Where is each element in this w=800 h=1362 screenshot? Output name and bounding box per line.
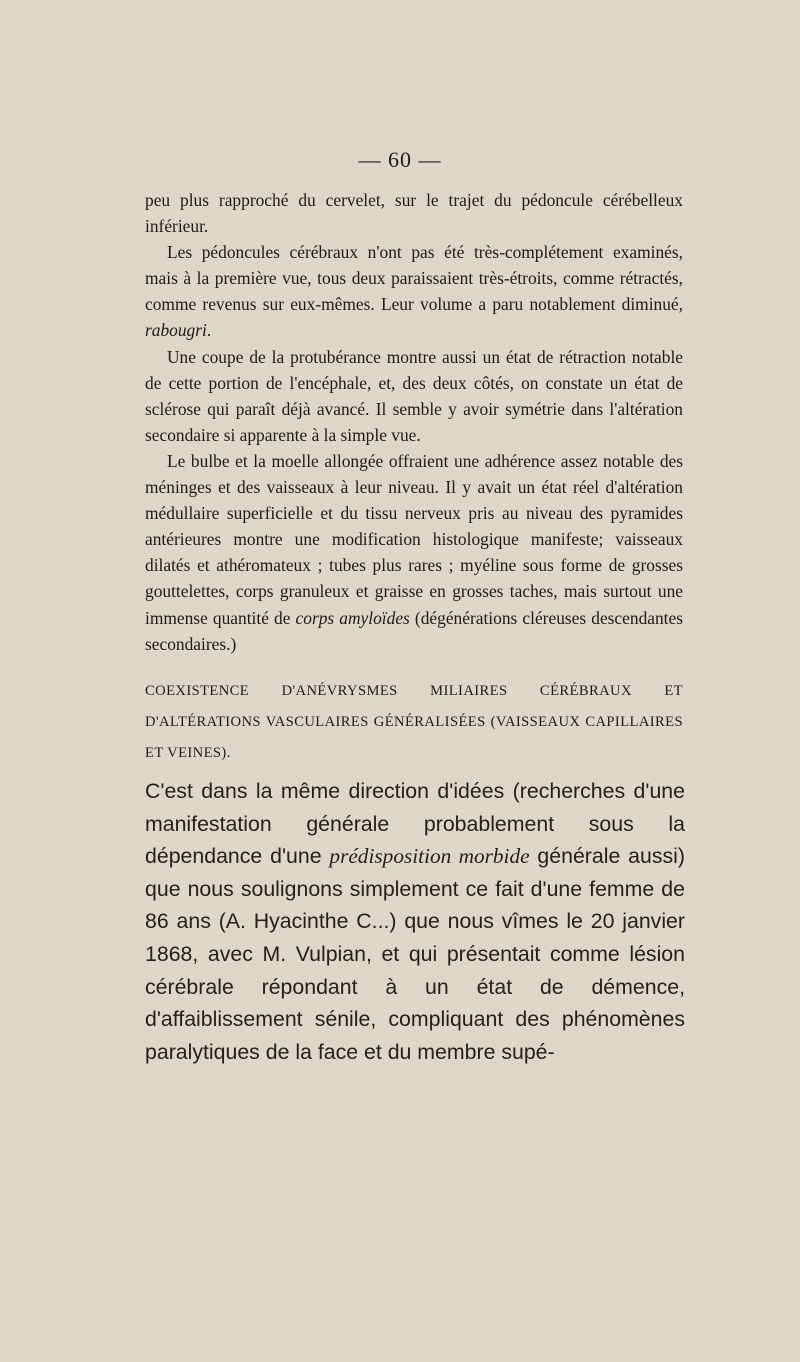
paragraph-1 [145,187,683,239]
paragraph-1-text: peu plus rapproché du cervelet, sur le trajet du pédoncule cérébelleux inférieur. [145,190,683,237]
body-text-large [145,775,685,1068]
paragraph-5 [145,775,685,1068]
page-number: — 60 — [358,147,442,172]
section-heading: COEXISTENCE D'ANÉVRYSMES MILIAIRES CÉRÉBRAUX ET D'ALTÉRATIONS VASCULAIRES GÉNÉRALISÉES (VAISSEAUX CAPILLAIRES ET VEINES). [145,683,683,761]
paragraph-5-italic: prédisposition morbide [329,844,530,869]
paragraph-2-text: Les pédoncules cérébraux n'ont pas été très-complétement examinés, mais à la première vue, tous deux paraissaient très-étroits, comme rétractés, comme revenus sur eux-mêmes. Leur volume a paru notablement diminué, [145,242,683,315]
paragraph-2-after: . [206,320,212,341]
paragraph-4-italic: corps amyloïdes [295,607,410,628]
paragraph-5-text: C'est dans la même direction d'idées (recherches d'une manifestation générale probablement sous la dépendance d'une [145,779,685,869]
paragraph-4-after: (dégénérations cléreuses descendantes secondaires.) [145,607,683,654]
paragraph-3-text: Une coupe de la protubérance montre aussi un état de rétraction notable de cette portion de l'encéphale, et, des deux côtés, on constate un état de sclérose qui paraît déjà avancé. Il semble y avoir symétrie dans l'altération secondaire si apparente à la simple vue. [145,346,683,445]
paragraph-5-after: générale aussi) que nous soulignons simplement ce fait d'une femme de 86 ans (A. Hyacinthe C...) que nous vîmes le 20 janvier 1868, avec M. Vulpian, et qui présentait comme lésion cérébrale répondant à un état de démence, d'affaiblissement sénile, compliquant des phénomènes paralytiques de la face et du membre supé- [145,844,685,1064]
body-text-small [145,187,683,657]
paragraph-4-text: Le bulbe et la moelle allongée offraient une adhérence assez notable des méninges et des vaisseaux à leur niveau. Il y avait un état réel d'altération médullaire superficielle et du tissu nerveux pris au niveau des pyramides antérieures montre une modification histologique manifeste; vaisseaux dilatés et athéromateux ; tubes plus rares ; myéline sous forme de grosses gouttelettes, corps granuleux et graisse en grosses taches, mais surtout une immense quantité de [145,450,683,628]
paragraph-2-italic: rabougri [145,320,207,341]
paragraph-3 [145,344,683,448]
paragraph-4 [145,448,683,657]
paragraph-2 [145,239,683,343]
